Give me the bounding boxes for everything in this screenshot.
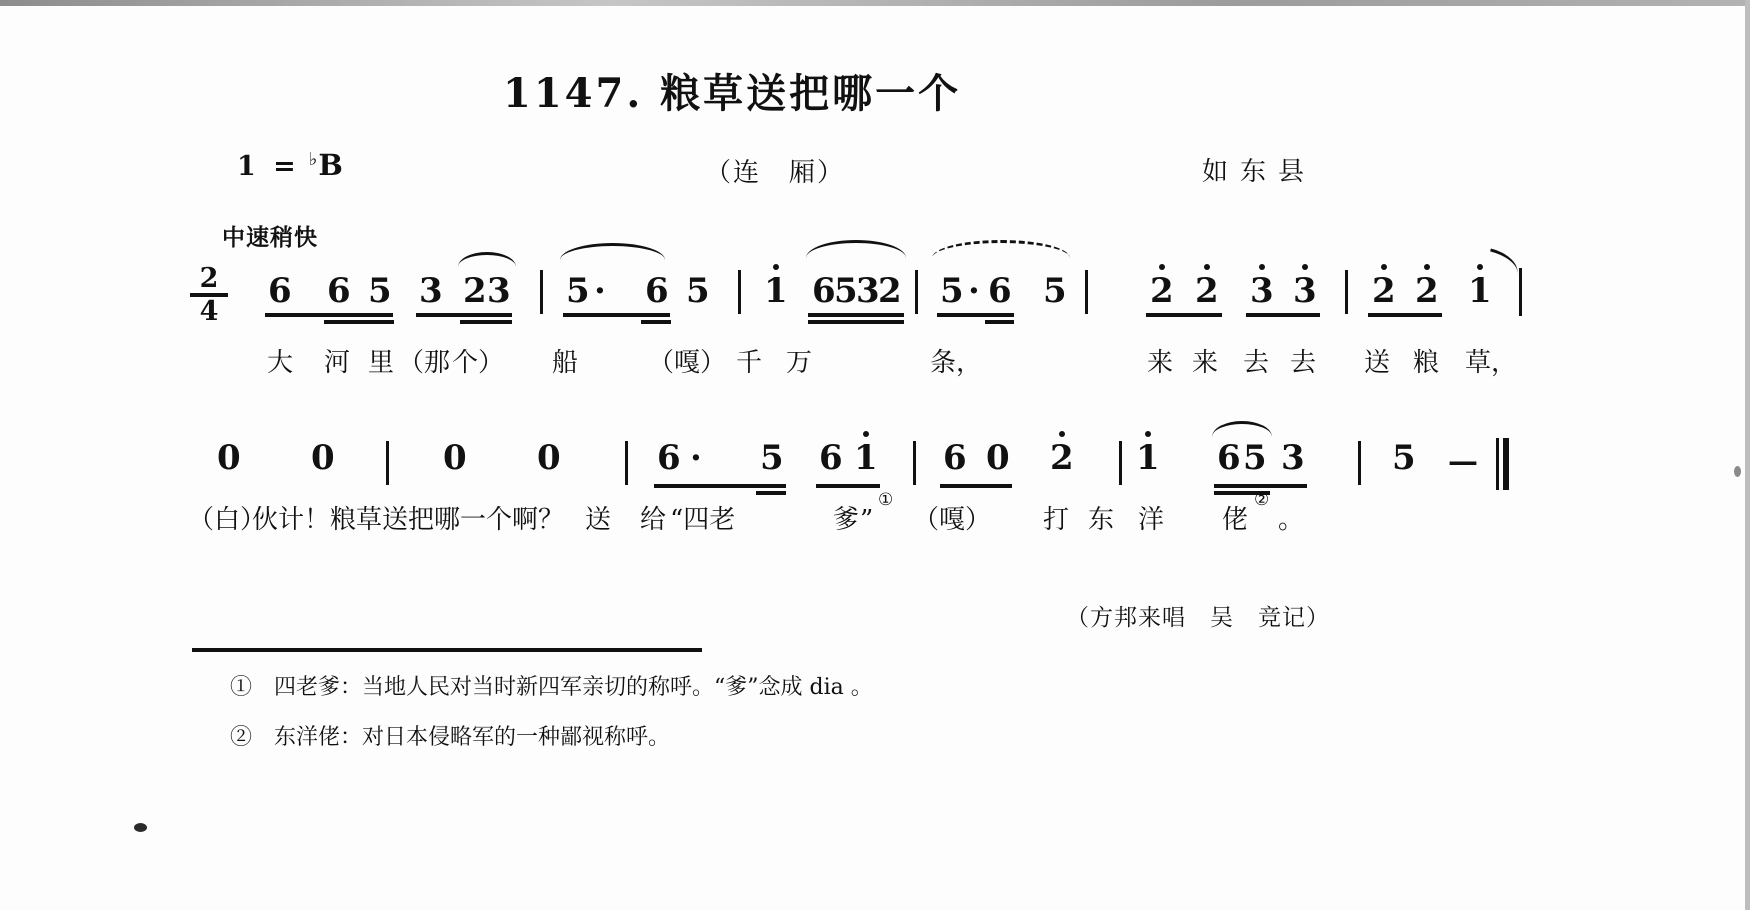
beam [265,313,393,317]
note: 2 [463,271,487,311]
beam [937,313,1014,317]
note: 3 [856,271,880,311]
lyric: 伙计！粮草送把哪一个啊？ [252,505,565,535]
lyric: 粮 [1413,348,1440,378]
note-high-octave: 3 [1293,271,1317,311]
scan-speck [1734,466,1741,477]
slur [458,252,516,267]
beam [1368,313,1442,317]
key-letter: B [318,148,343,182]
note-high-octave: 1 [854,438,878,478]
beam [416,313,512,317]
lyric: 佬 [1222,505,1249,535]
lyric: ” [860,505,874,535]
meter-denominator: 4 [199,296,219,327]
beam [816,484,880,488]
beam [756,491,786,495]
rest: 0 [443,438,467,478]
rest: 0 [311,438,335,478]
song-title: 1147. 粮草送把哪一个 [503,70,962,117]
barline [540,270,543,314]
barline [738,270,741,314]
rest: 0 [537,438,561,478]
slur [1212,421,1272,437]
meter-numerator: 2 [190,265,228,297]
final-barline-thick [1503,438,1509,490]
note-high-octave: 3 [1250,271,1274,311]
note: 5 [1243,438,1267,478]
note: 6 [943,438,967,478]
note: 2 [878,271,902,311]
lyric: 去 [1290,348,1317,378]
note-high-octave: 2 [1372,271,1396,311]
note-high-octave: 2 [1050,438,1074,478]
lyric: （那 [398,348,451,378]
note: 6 [819,438,843,478]
note-high-octave: 2 [1415,271,1439,311]
genre-label: （连 厢） [705,158,846,188]
lyric: 来 [1192,348,1219,378]
barline [913,441,916,485]
beam [808,320,904,324]
lyric: （嘎） [913,505,992,535]
beam [985,320,1014,324]
note-high-octave: 2 [1195,271,1219,311]
lyric: 来 [1147,348,1174,378]
lyric: 打 [1043,505,1070,535]
slur-dashed [932,240,1070,258]
note: 5 [368,271,392,311]
beam [1214,484,1307,488]
note-high-octave: 1 [764,271,788,311]
duration-dot: · [968,271,980,311]
beam [808,313,904,317]
note-high-octave: 1 [1136,438,1160,478]
tempo-marking: 中速稍快 [222,224,318,251]
lyric: “四老 [670,505,736,535]
slur [806,240,906,258]
rest: 0 [986,438,1010,478]
lyric: 河 [324,348,351,378]
footnote-ref-1: ① [878,490,894,510]
barline [1119,441,1122,485]
final-barline-thin [1496,438,1499,490]
beam [324,320,394,324]
rest: 0 [217,438,241,478]
barline [1519,268,1522,316]
barline [1358,441,1361,485]
note: 6 [645,271,669,311]
note: 3 [419,271,443,311]
lyric: 东 [1088,505,1115,535]
lyric: 千 [736,348,763,378]
attribution: （方邦来唱 吴 竞记） [1066,605,1330,631]
lyric: 。 [1278,505,1305,535]
lyric: 去 [1243,348,1270,378]
note: 6 [1217,438,1241,478]
note: 6 [657,438,681,478]
scan-edge-artifact [0,0,1750,6]
note: 6 [988,271,1012,311]
region-label: 如东县 [1202,157,1317,187]
lyric: （嘎） [648,348,727,378]
note: 5 [834,271,858,311]
note: 3 [487,271,511,311]
note: 5 [566,271,590,311]
footnote-1: ① 四老爹：当地人民对当时新四军亲切的称呼。“爹”念成 dia 。 [230,675,873,700]
lyric: 送 [585,505,612,535]
lyric: 送 [1364,348,1391,378]
note: 6 [812,271,836,311]
note-high-octave: 1 [1468,271,1492,311]
slur [560,243,665,260]
beam [1146,313,1222,317]
lyric: 里 [368,348,395,378]
beam [563,313,670,317]
note: 5 [1392,438,1416,478]
half-note-dash: — [1448,444,1478,479]
key-signature [237,148,343,182]
scan-speck [134,823,147,832]
barline [1345,270,1348,314]
scan-edge-artifact [1745,0,1750,910]
beam [654,484,786,488]
barline [625,441,628,485]
note: 5 [760,438,784,478]
note: 6 [268,271,292,311]
beam [641,320,671,324]
barline [1085,270,1088,314]
lyric: 条， [930,348,983,378]
barline [915,270,918,314]
barline [386,441,389,485]
note: 5 [686,271,710,311]
beam [940,484,1012,488]
flat-accidental-icon: ♭ [308,149,318,170]
duration-dot: · [594,271,606,311]
note: 5 [1043,271,1067,311]
lyric: 个） [452,348,505,378]
footnote-ref-2: ② [1254,490,1270,510]
lyric: 草， [1465,348,1518,378]
duration-dot: · [690,438,702,478]
note: 3 [1281,438,1305,478]
footnote-divider [192,648,702,652]
note-high-octave: 2 [1150,271,1174,311]
beam [460,320,512,324]
beam [1246,313,1320,317]
footnote-2: ② 东洋佬：对日本侵略军的一种鄙视称呼。 [230,725,671,750]
lyric: 爹 [833,505,860,535]
lyric: 万 [786,348,813,378]
lyric: 洋 [1138,505,1165,535]
lyric: 大 [267,348,294,378]
lyric: 给 [640,505,667,535]
lyric-spoken-tag: （白） [188,505,267,535]
note: 5 [940,271,964,311]
lyric: 船 [552,348,579,378]
time-signature [190,265,228,325]
key-prefix: 1 = [237,151,300,182]
note: 6 [327,271,351,311]
